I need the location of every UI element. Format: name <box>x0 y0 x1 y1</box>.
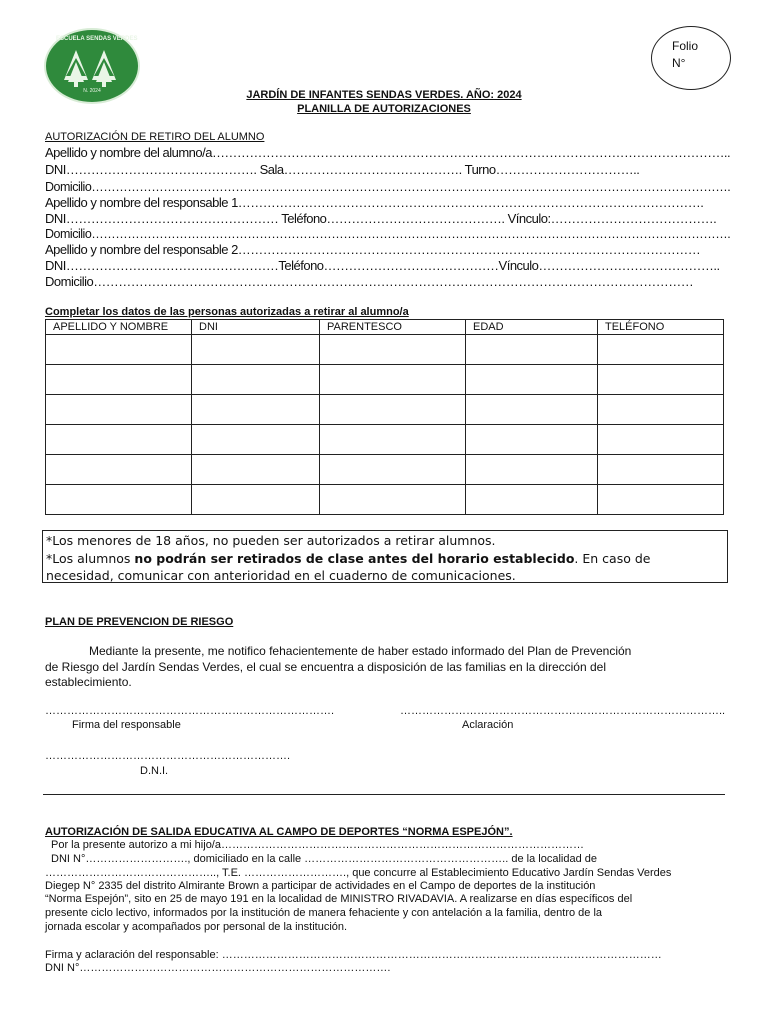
table-cell[interactable] <box>320 485 466 515</box>
student-name-line: Apellido y nombre del alumno/a…………………………………………………………………………………………………………….. <box>45 145 731 160</box>
responsible2-name-line: Apellido y nombre del responsable 2………………………………………………………………………………………………… <box>45 242 701 257</box>
table-cell[interactable] <box>192 365 320 395</box>
salida-line: ……………………………………….., T.E. ………………………., que concurre al Establecimiento Educativo Jardín Sendas Verdes <box>45 867 672 879</box>
salida-line: Diegep N° 2335 del distrito Almirante Brown a participar de actividades en el Campo de deportes de la institución <box>45 880 596 892</box>
salida-dni-line: DNI N°…………………………………………………………………………. <box>45 962 391 974</box>
salida-line: jornada escolar y acompañados por personal de la institución. <box>45 921 348 933</box>
responsible2-address-line: Domicilio……………………………………………………………………………………………………………………………… <box>45 274 694 289</box>
student-dni-line: DNI………………………………………. Sala……………………………………. Turno…………………………….. <box>45 162 640 177</box>
clarification-label: Aclaración <box>462 719 514 731</box>
plan-heading: PLAN DE PREVENCION DE RIESGO <box>45 616 234 628</box>
column-header: PARENTESCO <box>320 320 466 335</box>
column-header: APELLIDO Y NOMBRE <box>46 320 192 335</box>
salida-line: Por la presente autorizo a mi hijo/a……………………………………………………………………………………… <box>51 839 584 851</box>
folio-label: Folio <box>672 39 699 53</box>
table-cell[interactable] <box>46 485 192 515</box>
salida-heading: AUTORIZACIÓN DE SALIDA EDUCATIVA AL CAMPO DE DEPORTES “NORMA ESPEJÓN”. <box>45 826 513 838</box>
table-cell[interactable] <box>466 365 598 395</box>
plan-text-line: de Riesgo del Jardín Sendas Verdes, el cual se encuentra a disposición de las familias en la dirección del <box>45 659 606 674</box>
table-cell[interactable] <box>466 395 598 425</box>
signature-dots: ……………………………………………………………………. <box>45 705 335 717</box>
salida-line: presente ciclo lectivo, informados por la institución de manera fehaciente y con antelación a la familia, dentro de la <box>45 907 603 919</box>
salida-line: DNI N°………………………., domiciliado en la calle ……………………………………………….. de la localidad de <box>51 853 597 865</box>
table-cell[interactable] <box>320 425 466 455</box>
table-cell[interactable] <box>192 425 320 455</box>
table-row <box>46 485 724 515</box>
notes-box <box>42 530 728 583</box>
table-cell[interactable] <box>46 455 192 485</box>
table-cell[interactable] <box>598 455 724 485</box>
plan-text-line: Mediante la presente, me notifico fehacientemente de haber estado informado del Plan de Prevención <box>89 644 632 658</box>
table-cell[interactable] <box>320 455 466 485</box>
responsible1-name-line: Apellido y nombre del responsable 1…………………………………………………………………………………………………. <box>45 195 704 210</box>
note-line-2 <box>46 550 727 568</box>
table-cell[interactable] <box>320 395 466 425</box>
folio-circle <box>651 26 731 90</box>
table-cell[interactable] <box>598 335 724 365</box>
table-cell[interactable] <box>320 335 466 365</box>
table-cell[interactable] <box>320 365 466 395</box>
table-cell[interactable] <box>192 455 320 485</box>
table-row <box>46 425 724 455</box>
signature-label: Firma del responsable <box>72 719 181 731</box>
note-text: . En caso de <box>574 550 651 566</box>
responsible1-address-line: Domicilio……………………………………………………………………………………………………………………………………………. <box>45 226 731 241</box>
table-cell[interactable] <box>598 485 724 515</box>
table-cell[interactable] <box>466 335 598 365</box>
note-bold-text: no podrán ser retirados de clase antes del horario establecido <box>134 550 575 566</box>
student-address-line: Domicilio……………………………………………………………………………………………………………………………………………. <box>45 179 731 194</box>
logo-subtext: N. 2024 <box>83 88 101 94</box>
section-divider <box>43 794 725 795</box>
table-cell[interactable] <box>598 365 724 395</box>
note-line-1: *Los menores de 18 años, no pueden ser autorizados a retirar alumnos. <box>46 533 496 548</box>
table-cell[interactable] <box>466 485 598 515</box>
dni-label: D.N.I. <box>140 765 169 777</box>
table-cell[interactable] <box>598 395 724 425</box>
note-line-3: necesidad, comunicar con anterioridad en el cuaderno de comunicaciones. <box>46 568 516 583</box>
salida-signature-line: Firma y aclaración del responsable: ………………………………………………………………………………………………………… <box>45 949 662 961</box>
plan-text-line: establecimiento. <box>45 675 132 689</box>
table-cell[interactable] <box>466 455 598 485</box>
authorized-persons-table <box>45 319 724 515</box>
table-cell[interactable] <box>192 485 320 515</box>
column-header: TELÉFONO <box>598 320 724 335</box>
logo-text: ESCUELA SENDAS VERDES <box>56 36 138 42</box>
clarification-dots: …………………………………………………………………………….. <box>400 705 726 717</box>
folio-number-label: N° <box>672 56 686 70</box>
table-caption: Completar los datos de las personas autorizadas a retirar al alumno/a <box>45 306 409 318</box>
table-cell[interactable] <box>192 395 320 425</box>
table-cell[interactable] <box>466 425 598 455</box>
retiro-heading: AUTORIZACIÓN DE RETIRO DEL ALUMNO <box>45 131 265 143</box>
plan-paragraph <box>45 644 725 691</box>
table-cell[interactable] <box>46 365 192 395</box>
table-header-row <box>46 320 724 335</box>
column-header: EDAD <box>466 320 598 335</box>
table-cell[interactable] <box>192 335 320 365</box>
table-cell[interactable] <box>46 335 192 365</box>
salida-line: “Norma Espejón”, sito en 25 de mayo 191 en la localidad de MINISTRO RIVADAVIA. A realizarse en días específicos del <box>45 893 633 905</box>
table-row <box>46 365 724 395</box>
table-cell[interactable] <box>598 425 724 455</box>
document-title: JARDÍN DE INFANTES SENDAS VERDES. AÑO: 2024 <box>246 89 522 101</box>
note-text: *Los alumnos <box>46 550 135 566</box>
responsible1-dni-line: DNI…………………………………………… Teléfono……………………………………. Vínculo:…………………………………. <box>45 211 717 226</box>
dni-dots: …………………………………………………………. <box>45 750 291 762</box>
table-row <box>46 395 724 425</box>
document-subtitle: PLANILLA DE AUTORIZACIONES <box>297 103 471 115</box>
table-row <box>46 455 724 485</box>
table-cell[interactable] <box>46 395 192 425</box>
table-row <box>46 335 724 365</box>
table-cell[interactable] <box>46 425 192 455</box>
responsible2-dni-line: DNI……………………………………………Teléfono……………………………………Vínculo…………………………………….. <box>45 258 720 273</box>
column-header: DNI <box>192 320 320 335</box>
